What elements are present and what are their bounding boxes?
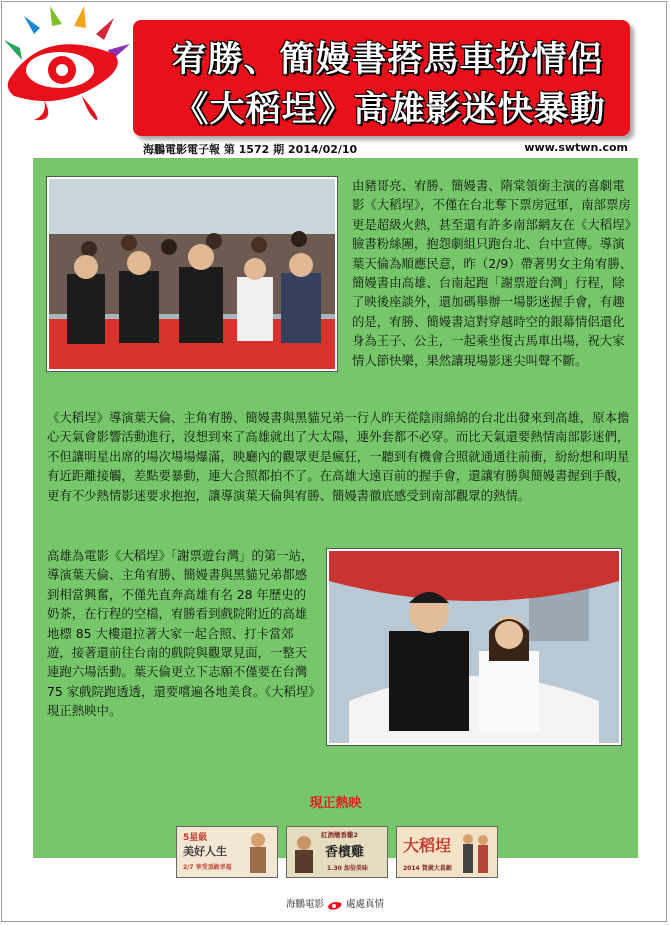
poster-1-line3: 2/7 享受頂級幸福 xyxy=(183,864,232,871)
poster-3-figures xyxy=(459,831,493,873)
now-showing-label: 現正熱映 xyxy=(309,796,362,811)
poster-2-figure xyxy=(289,833,319,873)
poster-1-line2: 美好人生 xyxy=(183,845,227,858)
poster-1[interactable] xyxy=(176,826,278,878)
logo-eye-icon xyxy=(8,44,118,120)
photo-carriage-couple xyxy=(326,548,622,746)
poster-2[interactable] xyxy=(286,826,388,878)
footer-right-text: 處處真情 xyxy=(346,899,385,910)
poster-2-line3: 1.30 加倍美味 xyxy=(327,865,368,872)
article-panel xyxy=(33,158,638,872)
poster-1-line1: 5星級 xyxy=(183,833,208,843)
article-paragraph-3: 高雄為電影《大稻埕》「謝票遊台灣」的第一站，導演葉天倫、主角宥勝、簡嫚書與黑貓兄弟都感到相當興奮，不僅先直奔高雄有名 28 年歷史的奶茶，在行程的空檔，宥勝看到戲院附近的高雄地標 85 大樓還拉著大家一起合照、打卡當郊遊，接著還前往台南的戲院與觀眾見面，一整天連跑六場活動。葉天倫更立下志願不僅要在台灣 75 家戲院跑透透，還要嚐遍各地美食。《大稻埕》現正熱映中。 xyxy=(47,548,315,719)
swtwn-logo xyxy=(4,4,134,122)
article-paragraph-1: 由豬哥亮、宥勝、簡嫚書、隋棠領銜主演的喜劇電影《大稻埕》，不僅在台北奪下票房冠軍，南部票房更是超級火熱，甚至還有許多南部網友在《大稻埕》臉書粉絲團，抱怨劇組只跑台北、台中宣傳。導演葉天倫為順應民意，昨（2/9）帶著男女主角宥勝、簡嫚書由高雄、台南起跑「謝票遊台灣」行程，除了映後座談外，還加碼舉辦一場影迷握手會，有趣的是，宥勝、簡嫚書這對穿越時空的銀幕情侶還化身為王子、公主，一起乘坐復古馬車出場，祝大家情人節快樂，果然讓現場影迷尖叫聲不斷。 xyxy=(352,178,633,368)
issue-info: 海鵬電影電子報 第 1572 期 2014/02/10 xyxy=(143,143,358,156)
website-link[interactable]: www.swtwn.com xyxy=(524,141,628,154)
poster-3-line1: 大稻埕 xyxy=(403,836,452,855)
footer-left-text: 海鵬電影 xyxy=(285,899,324,910)
headline-banner xyxy=(133,20,630,136)
poster-3[interactable] xyxy=(396,826,498,878)
footer xyxy=(0,896,670,911)
poster-2-line1: 紅酒燉香雞2 xyxy=(321,831,359,839)
headline-line-2: 《大稻埕》高雄影迷快暴動 xyxy=(173,90,606,130)
poster-3-line2: 2014 賀歲大喜劇 xyxy=(403,865,452,872)
article-paragraph-2: 《大稻埕》導演葉天倫、主角宥勝、簡嫚書與黑貓兄弟一行人昨天從陰雨綿綿的台北出發來到高雄，原本擔心天氣會影響活動進行，沒想到來了高雄就出了大太陽，連外套都不必穿。而比天氣還要熱情南部影迷們，不但讓明星出席的場次場場爆滿，映廳內的觀眾更是瘋狂，一聽到有機會合照就通通往前衝，紛紛想和明星有近距離接觸，差點要暴動，連大合照都拍不了。在高雄大遠百前的握手會，還讓宥勝與簡嫚書握到手酸，更有不少熱情影迷要求抱抱，讓導演葉天倫與宥勝、簡嫚書徹底感受到南部觀眾的熱情。 xyxy=(47,410,630,503)
headline-line-1: 宥勝、簡嫚書搭馬車扮情侶 xyxy=(171,40,604,80)
footer-logo-icon xyxy=(327,899,343,911)
poster-2-line2: 香檳雞 xyxy=(325,845,365,860)
poster-1-figure xyxy=(243,831,273,873)
